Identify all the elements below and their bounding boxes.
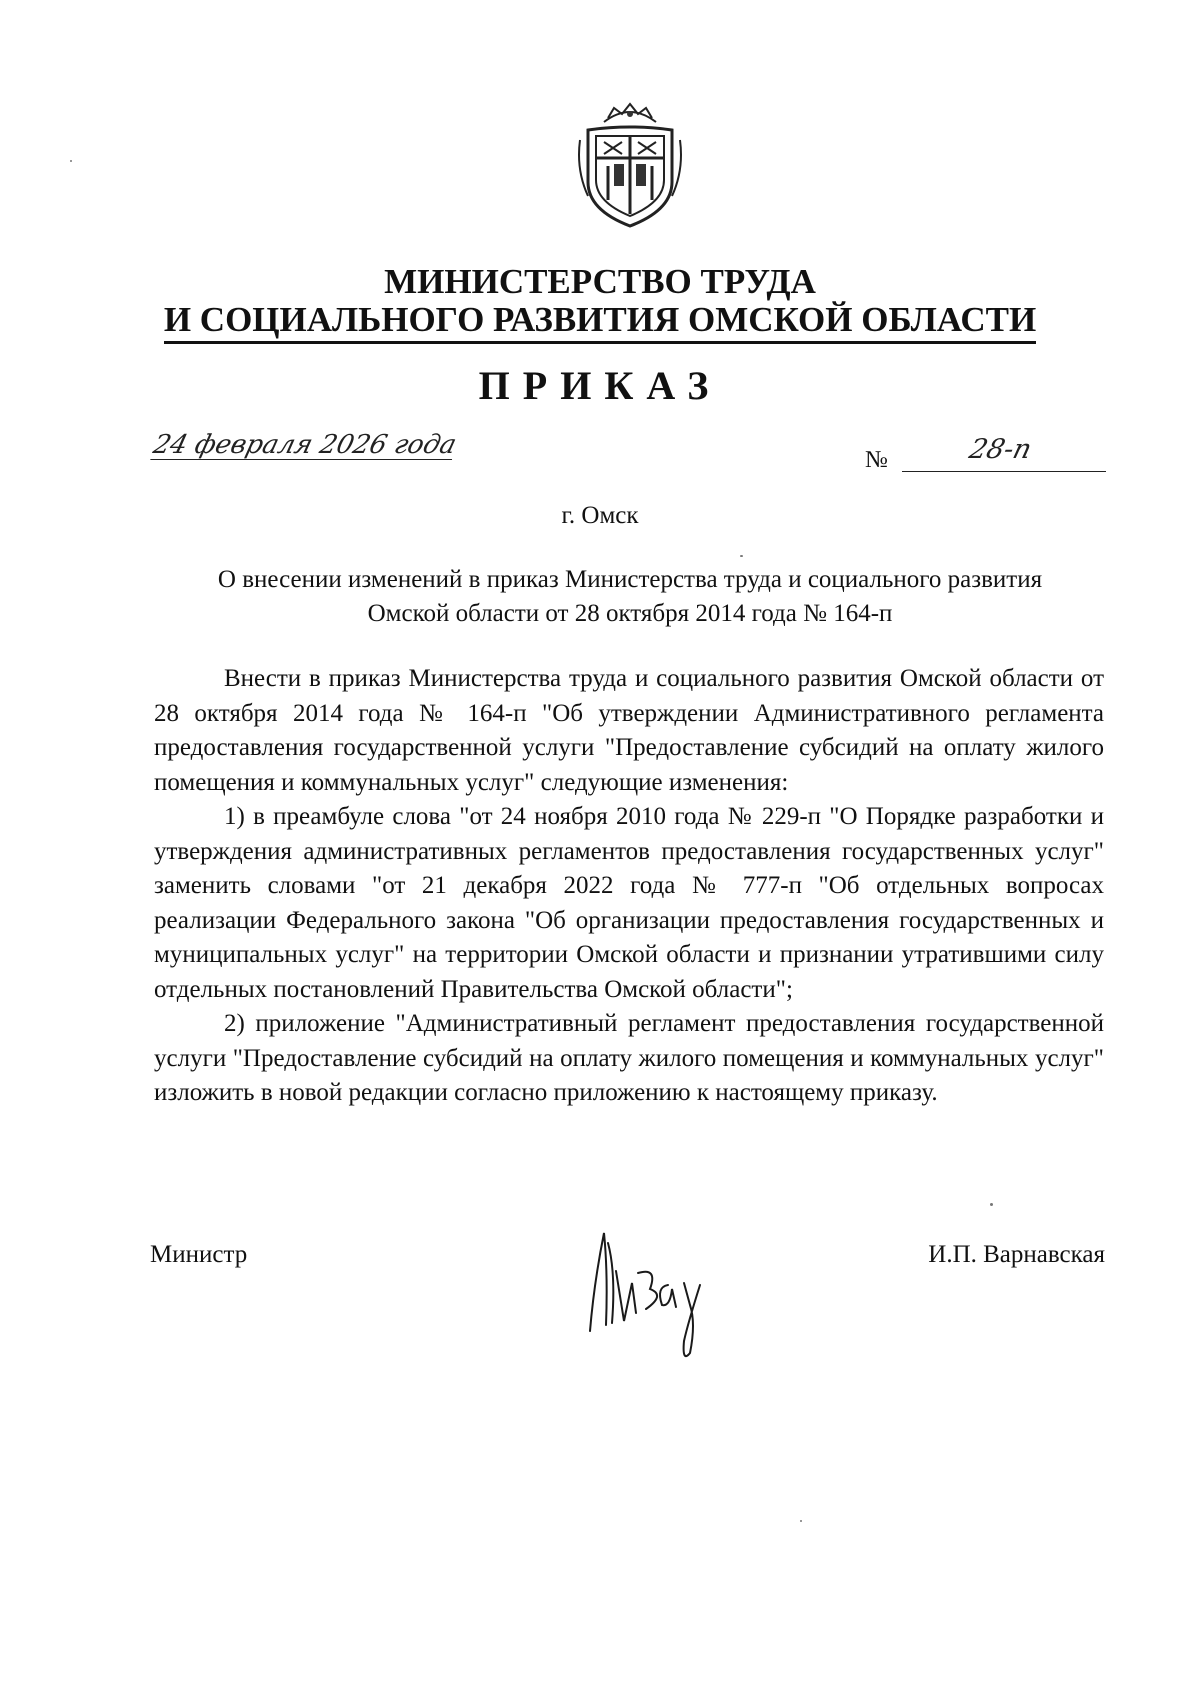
order-subject bbox=[150, 563, 1110, 631]
order-body bbox=[154, 662, 1104, 1111]
ministry-name-line1: МИНИСТЕРСТВО ТРУДА bbox=[384, 262, 816, 301]
scan-speck bbox=[740, 555, 743, 557]
number-label: № bbox=[865, 447, 888, 473]
body-paragraph-2: 1) в преамбуле слова "от 24 ноября 2010 года № 229-п "О Порядке разработки и утверждения административных регламентов предоставления государственных услуг" заменить словами "от 21 декабря 2022 года № 777-п "Об отдельных вопросах реализации Федерального закона "Об организации предоставления государственных и муниципальных услуг" на территории Омской области и признании утратившими силу отдельных постановлений Правительства Омской области"; bbox=[154, 803, 1104, 1003]
scan-speck bbox=[990, 1203, 993, 1206]
handwritten-number: 28-п bbox=[966, 434, 1035, 465]
handwritten-date: 24 февраля 2026 года bbox=[150, 430, 460, 460]
coat-of-arms-icon bbox=[574, 100, 686, 230]
scan-speck bbox=[70, 160, 72, 162]
ministry-name-line2 bbox=[0, 300, 1200, 340]
city: г. Омск bbox=[561, 502, 639, 529]
signatory-title: Министр bbox=[150, 1241, 248, 1268]
body-paragraph-3: 2) приложение "Административный регламент предоставления государственной услуги "Предоставление субсидий на оплату жилого помещения и коммунальных услуг" изложить в новой редакции согласно приложению к настоящему приказу. bbox=[154, 1010, 1104, 1106]
signatory-name: И.П. Варнавская bbox=[928, 1241, 1105, 1268]
ministry-name-line2-text: И СОЦИАЛЬНОГО РАЗВИТИЯ ОМСКОЙ ОБЛАСТИ bbox=[164, 300, 1036, 344]
document-type: ПРИКАЗ bbox=[478, 363, 722, 408]
subject-line2: Омской области от 28 октября 2014 года № 164-п bbox=[367, 600, 893, 627]
body-paragraph-1: Внести в приказ Министерства труда и социального развития Омской области от 28 октября 2014 года № 164-п "Об утверждении Административного регламента предоставления государственной услуги "Предоставление субсидий на оплату жилого помещения и коммунальных услуг" следующие изменения: bbox=[154, 665, 1104, 796]
signature-icon bbox=[572, 1213, 742, 1363]
scan-speck bbox=[800, 1520, 802, 1522]
number-underline bbox=[902, 471, 1106, 472]
subject-line1: О внесении изменений в приказ Министерства труда и социального развития bbox=[217, 566, 1043, 593]
